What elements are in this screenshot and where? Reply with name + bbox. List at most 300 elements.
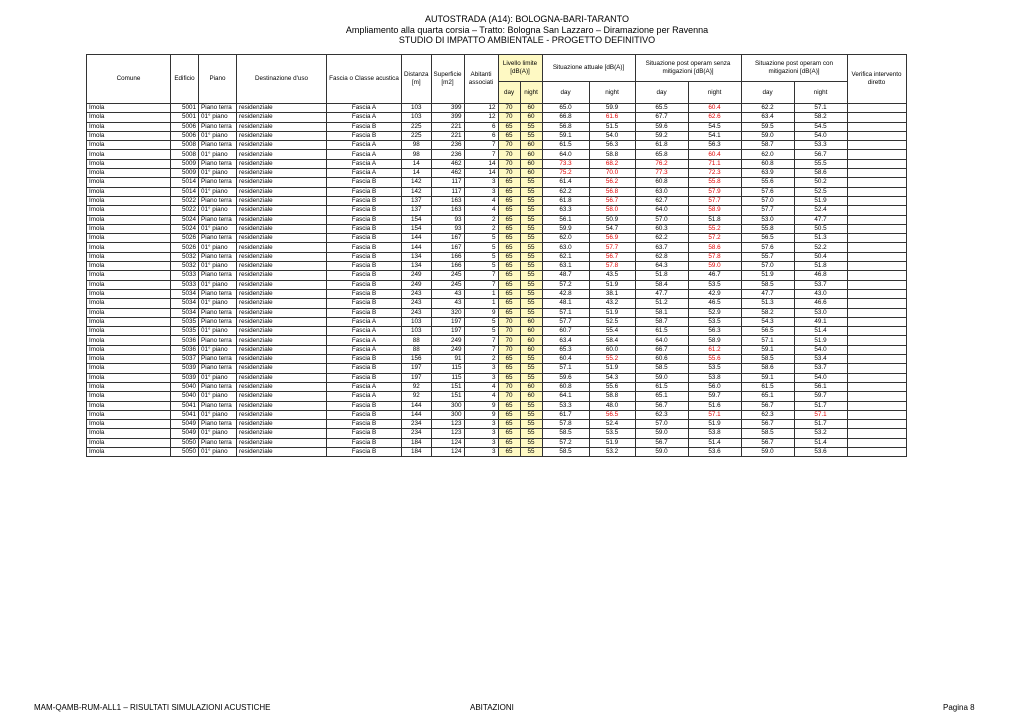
table-cell: 5026	[171, 234, 199, 243]
table-cell: residenziale	[237, 336, 327, 345]
table-cell: 01° piano	[199, 327, 237, 336]
table-cell: Piano terra	[199, 141, 237, 150]
table-cell: Piano terra	[199, 336, 237, 345]
table-cell: residenziale	[237, 104, 327, 113]
table-cell: 184	[402, 438, 432, 447]
table-cell: 5033	[171, 280, 199, 289]
table-cell: 55.5	[794, 159, 847, 168]
table-cell: 60.4	[688, 150, 741, 159]
table-row	[87, 159, 907, 168]
table-cell: 56.7	[794, 150, 847, 159]
con-day: day	[741, 82, 794, 104]
table-cell: 01° piano	[199, 392, 237, 401]
table-cell: Fascia A	[327, 169, 402, 178]
table-cell: 61.4	[542, 178, 589, 187]
table-cell: 300	[431, 401, 464, 410]
table-cell: 58.5	[741, 355, 794, 364]
table-cell: 98	[402, 141, 432, 150]
table-cell: Imola	[87, 243, 171, 252]
table-cell: 57.7	[542, 317, 589, 326]
table-cell: 236	[431, 141, 464, 150]
table-cell: 3	[464, 429, 498, 438]
table-cell: residenziale	[237, 420, 327, 429]
table-cell: 144	[402, 243, 432, 252]
table-cell: 12	[464, 104, 498, 113]
table-cell: 58.2	[794, 113, 847, 122]
table-cell: 73.3	[542, 159, 589, 168]
table-cell: 65	[498, 178, 520, 187]
table-cell: 65	[498, 420, 520, 429]
table-cell: Imola	[87, 308, 171, 317]
table-cell: 59.9	[542, 224, 589, 233]
table-cell: 142	[402, 178, 432, 187]
table-cell: 53.7	[794, 280, 847, 289]
table-cell: Piano terra	[199, 382, 237, 391]
table-cell: Fascia B	[327, 131, 402, 140]
table-cell: 46.8	[794, 271, 847, 280]
table-cell: 59.6	[635, 122, 688, 131]
table-cell: Imola	[87, 420, 171, 429]
table-cell: 51.5	[589, 122, 635, 131]
table-cell: Imola	[87, 262, 171, 271]
table-cell: 4	[464, 196, 498, 205]
table-cell: Fascia B	[327, 271, 402, 280]
table-cell: 53.8	[688, 429, 741, 438]
verifica-cell	[847, 420, 906, 429]
table-cell: Fascia A	[327, 392, 402, 401]
table-cell: 56.2	[589, 178, 635, 187]
table-cell: 2	[464, 355, 498, 364]
table-cell: 144	[402, 234, 432, 243]
table-cell: Imola	[87, 187, 171, 196]
table-cell: 6	[464, 131, 498, 140]
table-cell: Fascia B	[327, 122, 402, 131]
table-cell: 01° piano	[199, 206, 237, 215]
col-comune: Comune	[87, 55, 171, 104]
table-cell: 5049	[171, 429, 199, 438]
table-cell: residenziale	[237, 373, 327, 382]
table-cell: 60.6	[635, 355, 688, 364]
table-cell: 57.6	[741, 243, 794, 252]
table-cell: 55	[520, 289, 542, 298]
table-cell: 56.7	[741, 401, 794, 410]
col-senza: Situazione post operam senza mitigazioni [dB(A)]	[635, 55, 741, 82]
table-cell: 3	[464, 178, 498, 187]
table-cell: 137	[402, 196, 432, 205]
verifica-cell	[847, 336, 906, 345]
table-cell: 58.0	[589, 206, 635, 215]
table-cell: Fascia B	[327, 252, 402, 261]
table-cell: 7	[464, 336, 498, 345]
table-cell: 5008	[171, 150, 199, 159]
table-cell: 70	[498, 159, 520, 168]
table-cell: 57.8	[589, 262, 635, 271]
table-cell: 65	[498, 252, 520, 261]
table-cell: residenziale	[237, 169, 327, 178]
table-cell: Imola	[87, 345, 171, 354]
table-cell: Imola	[87, 196, 171, 205]
table-cell: 5022	[171, 206, 199, 215]
table-cell: 61.5	[741, 382, 794, 391]
table-cell: 5049	[171, 420, 199, 429]
table-cell: 249	[431, 345, 464, 354]
table-cell: 6	[464, 122, 498, 131]
table-cell: Piano terra	[199, 104, 237, 113]
table-cell: residenziale	[237, 410, 327, 419]
table-cell: Fascia A	[327, 150, 402, 159]
verifica-cell	[847, 271, 906, 280]
table-row	[87, 113, 907, 122]
table-cell: 53.0	[794, 308, 847, 317]
table-cell: 65	[498, 224, 520, 233]
table-cell: residenziale	[237, 178, 327, 187]
table-cell: 51.4	[794, 438, 847, 447]
table-cell: 57.0	[635, 215, 688, 224]
table-cell: 93	[431, 215, 464, 224]
table-cell: Imola	[87, 113, 171, 122]
table-cell: 3	[464, 420, 498, 429]
table-cell: 54.5	[688, 122, 741, 131]
table-cell: 55	[520, 420, 542, 429]
table-cell: 5	[464, 317, 498, 326]
table-cell: 51.9	[589, 438, 635, 447]
table-cell: 63.4	[542, 336, 589, 345]
table-cell: 98	[402, 150, 432, 159]
table-row	[87, 169, 907, 178]
verifica-cell	[847, 401, 906, 410]
table-cell: 57.8	[542, 420, 589, 429]
table-cell: 01° piano	[199, 113, 237, 122]
table-cell: Imola	[87, 336, 171, 345]
table-cell: 57.7	[741, 206, 794, 215]
verifica-cell	[847, 234, 906, 243]
table-cell: 7	[464, 271, 498, 280]
table-cell: Fascia A	[327, 327, 402, 336]
col-destinazione: Destinazione d'uso	[237, 55, 327, 104]
table-cell: 43.5	[589, 271, 635, 280]
verifica-cell	[847, 410, 906, 419]
verifica-cell	[847, 243, 906, 252]
table-cell: 60.4	[688, 104, 741, 113]
table-cell: 7	[464, 345, 498, 354]
table-cell: 221	[431, 122, 464, 131]
table-cell: 53.7	[794, 364, 847, 373]
table-cell: 58.2	[741, 308, 794, 317]
table-cell: 65	[498, 401, 520, 410]
table-cell: 55	[520, 262, 542, 271]
verifica-cell	[847, 317, 906, 326]
table-cell: 01° piano	[199, 150, 237, 159]
table-cell: 56.1	[542, 215, 589, 224]
table-cell: Piano terra	[199, 289, 237, 298]
verifica-cell	[847, 355, 906, 364]
table-cell: 14	[402, 169, 432, 178]
table-cell: 60	[520, 345, 542, 354]
table-cell: 56.3	[688, 327, 741, 336]
col-superficie: Superficie [m2]	[431, 55, 464, 104]
table-cell: 103	[402, 104, 432, 113]
table-cell: 70	[498, 392, 520, 401]
table-cell: 462	[431, 159, 464, 168]
table-cell: 54.3	[741, 317, 794, 326]
table-cell: Fascia B	[327, 447, 402, 456]
table-row	[87, 317, 907, 326]
table-cell: 57.7	[589, 243, 635, 252]
table-cell: 5035	[171, 317, 199, 326]
table-cell: 91	[431, 355, 464, 364]
table-cell: 59.0	[635, 373, 688, 382]
table-cell: 60	[520, 159, 542, 168]
verifica-cell	[847, 169, 906, 178]
table-cell: 64.0	[635, 336, 688, 345]
table-cell: 53.6	[688, 447, 741, 456]
table-cell: 59.9	[589, 104, 635, 113]
table-cell: residenziale	[237, 327, 327, 336]
table-cell: 55	[520, 410, 542, 419]
table-cell: 59.0	[635, 429, 688, 438]
verifica-cell	[847, 299, 906, 308]
table-row	[87, 429, 907, 438]
table-cell: 63.0	[542, 243, 589, 252]
table-cell: 65	[498, 196, 520, 205]
table-cell: 57.1	[688, 410, 741, 419]
table-cell: 66.8	[542, 113, 589, 122]
table-cell: residenziale	[237, 206, 327, 215]
table-cell: 5006	[171, 131, 199, 140]
table-cell: 7	[464, 280, 498, 289]
table-cell: 5036	[171, 345, 199, 354]
table-cell: 2	[464, 215, 498, 224]
table-cell: Fascia B	[327, 401, 402, 410]
table-row	[87, 252, 907, 261]
col-con: Situazione post operam con mitigazioni [dB(A)]	[741, 55, 847, 82]
table-cell: 51.4	[688, 438, 741, 447]
table-row	[87, 131, 907, 140]
table-cell: Imola	[87, 215, 171, 224]
table-cell: 57.1	[542, 308, 589, 317]
table-cell: 14	[402, 159, 432, 168]
table-cell: 5022	[171, 196, 199, 205]
table-row	[87, 438, 907, 447]
col-piano: Piano	[199, 55, 237, 104]
table-cell: 14	[464, 169, 498, 178]
table-cell: Fascia A	[327, 317, 402, 326]
table-cell: 5041	[171, 410, 199, 419]
table-row	[87, 327, 907, 336]
table-cell: 7	[464, 141, 498, 150]
table-cell: Fascia B	[327, 420, 402, 429]
table-cell: 5032	[171, 252, 199, 261]
table-cell: Imola	[87, 364, 171, 373]
verifica-cell	[847, 327, 906, 336]
verifica-cell	[847, 196, 906, 205]
table-cell: 54.0	[794, 345, 847, 354]
table-cell: 151	[431, 382, 464, 391]
table-cell: 58.6	[688, 243, 741, 252]
table-cell: Imola	[87, 401, 171, 410]
table-cell: 103	[402, 317, 432, 326]
table-cell: 57.2	[542, 280, 589, 289]
table-cell: 54.0	[589, 131, 635, 140]
table-cell: 46.6	[794, 299, 847, 308]
table-cell: 58.7	[635, 317, 688, 326]
table-cell: 55	[520, 280, 542, 289]
table-cell: 5040	[171, 392, 199, 401]
table-cell: 5009	[171, 159, 199, 168]
table-cell: 5009	[171, 169, 199, 178]
table-cell: 50.2	[794, 178, 847, 187]
table-cell: 65	[498, 289, 520, 298]
table-cell: 57.0	[741, 262, 794, 271]
table-cell: 50.4	[794, 252, 847, 261]
table-row	[87, 382, 907, 391]
table-cell: Fascia A	[327, 159, 402, 168]
table-cell: Piano terra	[199, 401, 237, 410]
table-cell: 51.6	[688, 401, 741, 410]
table-cell: 156	[402, 355, 432, 364]
table-cell: 52.4	[794, 206, 847, 215]
table-cell: 57.8	[688, 252, 741, 261]
table-cell: 55	[520, 373, 542, 382]
verifica-cell	[847, 345, 906, 354]
table-cell: 56.7	[635, 438, 688, 447]
table-cell: 52.2	[794, 243, 847, 252]
header-line-1: AUTOSTRADA (A14): BOLOGNA-BARI-TARANTO	[424, 14, 630, 24]
table-cell: 61.8	[635, 141, 688, 150]
table-cell: residenziale	[237, 364, 327, 373]
table-cell: 55	[520, 178, 542, 187]
table-cell: residenziale	[237, 159, 327, 168]
table-cell: 55	[520, 234, 542, 243]
table-cell: Imola	[87, 178, 171, 187]
table-cell: 54.3	[589, 373, 635, 382]
table-cell: 51.8	[635, 271, 688, 280]
table-cell: 144	[402, 401, 432, 410]
table-cell: 65	[498, 280, 520, 289]
table-cell: 58.4	[589, 336, 635, 345]
verifica-cell	[847, 206, 906, 215]
table-cell: 68.2	[589, 159, 635, 168]
document-header	[0, 14, 1024, 46]
table-cell: 47.7	[635, 289, 688, 298]
table-row	[87, 262, 907, 271]
table-cell: 166	[431, 262, 464, 271]
table-cell: 60	[520, 104, 542, 113]
table-cell: 53.5	[688, 364, 741, 373]
table-cell: 01° piano	[199, 299, 237, 308]
table-cell: 5035	[171, 327, 199, 336]
table-cell: 63.7	[635, 243, 688, 252]
table-cell: Imola	[87, 131, 171, 140]
table-cell: 59.0	[741, 447, 794, 456]
table-cell: 7	[464, 150, 498, 159]
table-cell: 55	[520, 299, 542, 308]
table-cell: 51.8	[688, 215, 741, 224]
table-cell: 56.5	[589, 410, 635, 419]
table-cell: 151	[431, 392, 464, 401]
table-cell: 51.9	[688, 420, 741, 429]
verifica-cell	[847, 150, 906, 159]
table-cell: 3	[464, 364, 498, 373]
table-cell: 3	[464, 187, 498, 196]
table-cell: 60.7	[542, 327, 589, 336]
verifica-cell	[847, 224, 906, 233]
footer-left: MAM-QAMB-RUM-ALL1 – RISULTATI SIMULAZIONI ACUSTICHE	[34, 703, 271, 712]
table-cell: Imola	[87, 299, 171, 308]
table-cell: 51.2	[635, 299, 688, 308]
table-cell: 65	[498, 308, 520, 317]
table-cell: Fascia B	[327, 299, 402, 308]
table-cell: 5006	[171, 122, 199, 131]
verifica-cell	[847, 159, 906, 168]
table-cell: 65	[498, 131, 520, 140]
table-cell: Imola	[87, 271, 171, 280]
table-cell: 58.5	[542, 429, 589, 438]
table-cell: 55.4	[589, 327, 635, 336]
table-cell: 57.6	[741, 187, 794, 196]
table-cell: 62.8	[635, 252, 688, 261]
table-cell: 5036	[171, 336, 199, 345]
table-cell: 117	[431, 178, 464, 187]
table-cell: 56.7	[589, 252, 635, 261]
table-cell: 55	[520, 224, 542, 233]
table-cell: 5026	[171, 243, 199, 252]
table-cell: 43	[431, 299, 464, 308]
table-cell: 5001	[171, 113, 199, 122]
table-cell: 59.1	[741, 373, 794, 382]
table-cell: 55	[520, 364, 542, 373]
col-distanza: Distanza [m]	[402, 55, 432, 104]
table-cell: 55	[520, 243, 542, 252]
table-cell: 65	[498, 187, 520, 196]
table-cell: 55.7	[741, 252, 794, 261]
table-row	[87, 280, 907, 289]
table-row	[87, 150, 907, 159]
verifica-cell	[847, 429, 906, 438]
table-row	[87, 104, 907, 113]
table-cell: 63.1	[542, 262, 589, 271]
table-cell: 65	[498, 262, 520, 271]
table-cell: 5034	[171, 308, 199, 317]
table-cell: Piano terra	[199, 122, 237, 131]
col-attuale: Situazione attuale [dB(A)]	[542, 55, 635, 82]
table-cell: residenziale	[237, 401, 327, 410]
verifica-cell	[847, 280, 906, 289]
verifica-cell	[847, 447, 906, 456]
table-cell: 65	[498, 364, 520, 373]
table-cell: Fascia B	[327, 215, 402, 224]
table-cell: 43.0	[794, 289, 847, 298]
table-cell: residenziale	[237, 234, 327, 243]
table-cell: Fascia B	[327, 308, 402, 317]
verifica-cell	[847, 131, 906, 140]
table-row	[87, 373, 907, 382]
table-cell: 57.1	[794, 410, 847, 419]
table-cell: 65.1	[741, 392, 794, 401]
senza-night: night	[688, 82, 741, 104]
con-night: night	[794, 82, 847, 104]
table-cell: residenziale	[237, 447, 327, 456]
verifica-cell	[847, 122, 906, 131]
table-cell: 56.8	[542, 122, 589, 131]
table-cell: 01° piano	[199, 243, 237, 252]
verifica-cell	[847, 308, 906, 317]
table-cell: residenziale	[237, 262, 327, 271]
table-cell: 42.9	[688, 289, 741, 298]
table-cell: 70	[498, 141, 520, 150]
table-cell: Imola	[87, 429, 171, 438]
table-cell: 01° piano	[199, 345, 237, 354]
